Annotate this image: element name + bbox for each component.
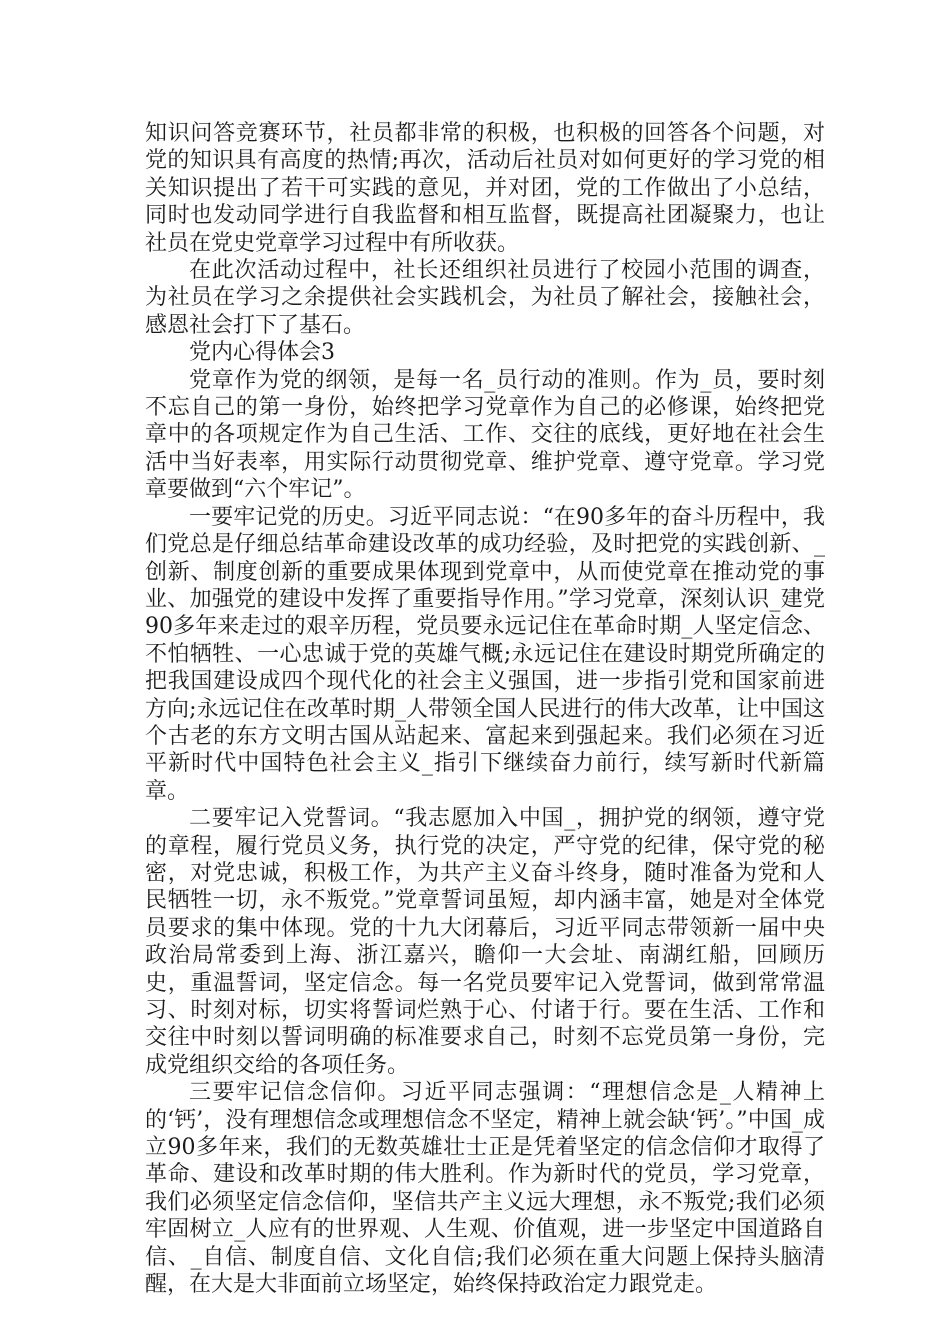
document-body bbox=[145, 120, 825, 1298]
paragraph-party-constitution: 党章作为党的纲领，是每一名_员行动的准则。作为_员，要时刻不忘自己的第一身份，始终把学习党章作为自己的必修课，始终把党章中的各项规定作为自己生活、工作、交往的底线，更好地在社会生活中当好表率，用实际行动贯彻党章、维护党章、遵守党章。学习党章要做到“六个牢记”。 bbox=[145, 367, 825, 503]
paragraph-remember-belief: 三要牢记信念信仰。习近平同志强调：“理想信念是_人精神上的‘钙’，没有理想信念或理想信念不坚定，精神上就会缺‘钙’。”中国_成立90多年来，我们的无数英雄壮士正是凭着坚定的信念信仰才取得了革命、建设和改革时期的伟大胜利。作为新时代的党员，学习党章，我们必须坚定信念信仰，坚信共产主义远大理想，永不叛党;我们必须牢固树立_人应有的世界观、人生观、价值观，进一步坚定中国道路自信、_自信、制度自信、文化自信;我们必须在重大问题上保持头脑清醒，在大是大非面前立场坚定，始终保持政治定力跟党走。 bbox=[145, 1080, 825, 1298]
paragraph-remember-oath: 二要牢记入党誓词。“我志愿加入中国_，拥护党的纲领，遵守党的章程，履行党员义务，执行党的决定，严守党的纪律，保守党的秘密，对党忠诚，积极工作，为共产主义奋斗终身，随时准备为党和人民牺牲一切，永不叛党。”党章誓词虽短，却内涵丰富，她是对全体党员要求的集中体现。党的十九大闭幕后，习近平同志带领新一届中央政治局常委到上海、浙江嘉兴，瞻仰一大会址、南湖红船，回顾历史，重温誓词，坚定信念。每一名党员要牢记入党誓词，做到常常温习、时刻对标，切实将誓词烂熟于心、付诸于行。要在生活、工作和交往中时刻以誓词明确的标准要求自己，时刻不忘党员第一身份，完成党组织交给的各项任务。 bbox=[145, 806, 825, 1078]
paragraph-activity-survey: 在此次活动过程中，社长还组织社员进行了校园小范围的调查，为社员在学习之余提供社会实践机会，为社员了解社会，接触社会，感恩社会打下了基石。 bbox=[145, 258, 825, 338]
paragraph-remember-history: 一要牢记党的历史。习近平同志说：“在90多年的奋斗历程中，我们党总是仔细总结革命建设改革的成功经验，及时把党的实践创新、_创新、制度创新的重要成果体现到党章中，从而使党章在推动党的事业、加强党的建设中发挥了重要指导作用。”学习党章，深刻认识_建党90多年来走过的艰辛历程，党员要永远记住在革命时期_人坚定信念、不怕牺牲、一心忠诚于党的英雄气概;永远记住在建设时期党所确定的把我国建设成四个现代化的社会主义强国，进一步指引党和国家前进方向;永远记住在改革时期_人带领全国人民进行的伟大改革，让中国这个古老的东方文明古国从站起来、富起来到强起来。我们必须在习近平新时代中国特色社会主义_指引下继续奋力前行，续写新时代新篇章。 bbox=[145, 504, 825, 804]
section-heading: 党内心得体会3 bbox=[189, 340, 335, 366]
paragraph-continuation: 知识问答竞赛环节，社员都非常的积极，也积极的回答各个问题，对党的知识具有高度的热情;再次，活动后社员对如何更好的学习党的相关知识提出了若干可实践的意见，并对团，党的工作做出了小总结，同时也发动同学进行自我监督和相互监督，既提高社团凝聚力，也让社员在党史党章学习过程中有所收获。 bbox=[145, 121, 825, 256]
